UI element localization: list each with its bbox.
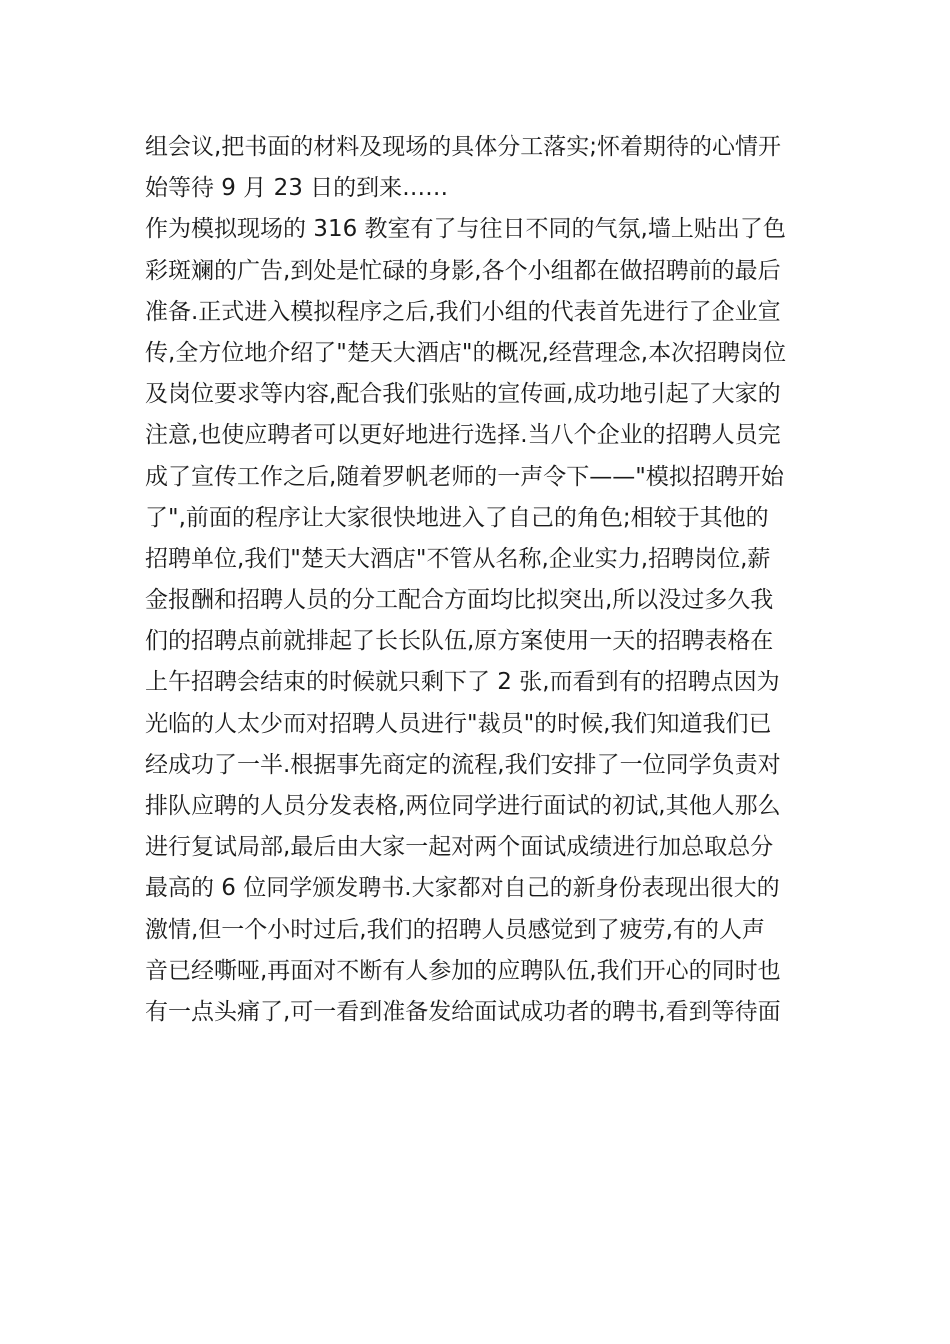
text-line: 经成功了一半.根据事先商定的流程,我们安排了一位同学负责对 xyxy=(145,751,781,778)
text-line: 传,全方位地介绍了"楚天大酒店"的概况,经营理念,本次招聘岗位 xyxy=(145,339,787,366)
text-line: 有一点头痛了,可一看到准备发给面试成功者的聘书,看到等待面 xyxy=(145,998,781,1025)
text-line: 们的招聘点前就排起了长长队伍,原方案使用一天的招聘表格在 xyxy=(145,628,774,655)
text-line: 彩斑斓的广告,到处是忙碌的身影,各个小组都在做招聘前的最后 xyxy=(145,257,781,284)
text-line: 排队应聘的人员分发表格,两位同学进行面试的初试,其他人那么 xyxy=(145,793,781,819)
text-line: 最高的 6 位同学颁发聘书.大家都对自己的新身份表现出很大的 xyxy=(145,875,780,902)
text-line: 组会议,把书面的材料及现场的具体分工落实;怀着期待的心情开 xyxy=(145,134,782,160)
text-line: 金报酬和招聘人员的分工配合方面均比拟突出,所以没过多久我 xyxy=(145,587,774,614)
text-line: 音已经嘶哑,再面对不断有人参加的应聘队伍,我们开心的同时也 xyxy=(145,957,781,984)
text-line: 激情,但一个小时过后,我们的招聘人员感觉到了疲劳,有的人声 xyxy=(145,916,765,943)
text-line: 始等待 9 月 23 日的到来…… xyxy=(145,175,449,202)
text-line: 上午招聘会结束的时候就只剩下了 2 张,而看到有的招聘点因为 xyxy=(145,669,780,696)
text-line: 准备.正式进入模拟程序之后,我们小组的代表首先进行了企业宣 xyxy=(145,298,781,325)
body-text xyxy=(145,127,810,1033)
text-line: 成了宣传工作之后,随着罗帆老师的一声令下——"模拟招聘开始 xyxy=(145,463,784,490)
text-line: 进行复试局部,最后由大家一起对两个面试成绩进行加总取总分 xyxy=(145,834,774,861)
text-line: 注意,也使应聘者可以更好地进行选择.当八个企业的招聘人员完 xyxy=(145,422,781,449)
text-line: 了",前面的程序让大家很快地进入了自己的角色;相较于其他的 xyxy=(145,504,769,531)
text-line: 及岗位要求等内容,配合我们张贴的宣传画,成功地引起了大家的 xyxy=(145,381,781,408)
text-line: 招聘单位,我们"楚天大酒店"不管从名称,企业实力,招聘岗位,薪 xyxy=(145,545,771,572)
text-line: 光临的人太少而对招聘人员进行"裁员"的时候,我们知道我们已 xyxy=(145,710,772,737)
text-line: 作为模拟现场的 316 教室有了与往日不同的气氛,墙上贴出了色 xyxy=(145,216,786,243)
